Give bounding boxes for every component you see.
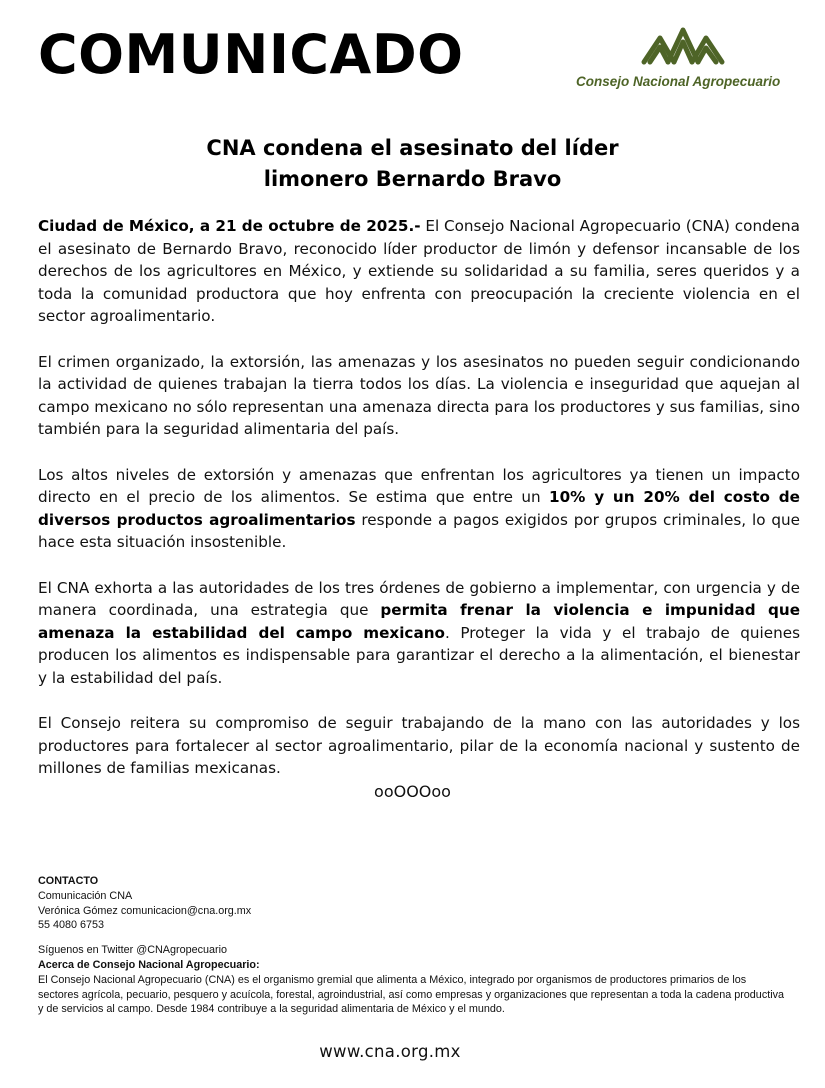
page-title: COMUNICADO bbox=[38, 23, 464, 86]
about-text: El Consejo Nacional Agropecuario (CNA) es el organismo gremial que alimenta a México, integrado por organismos de productores primarios de los sectores agrícola, pecuario, pesquero y acuícola, forestal, agroindustrial, así como empresas y organizaciones que representan a toda la cadena productiva y de servicios al campo. Desde 1984 contribuye a la seguridad alimentaria de México y el mundo. bbox=[38, 973, 785, 1016]
headline bbox=[0, 133, 825, 195]
website-link[interactable]: www.cna.org.mx bbox=[319, 1042, 461, 1061]
logo-caption: Consejo Nacional Agropecuario bbox=[576, 74, 781, 89]
paragraph-5: El Consejo reitera su compromiso de seguir trabajando de la mano con las autoridades y los productores para fortalecer al sector agroalimentario, pilar de la economía nacional y sustento de millones de familias mexicanas. bbox=[38, 714, 800, 778]
paragraph-3 bbox=[38, 464, 800, 554]
paragraph-3-emphasis: 10% y un 20% del costo de diversos productos agroalimentarios bbox=[38, 488, 800, 529]
contact-block bbox=[38, 874, 788, 1017]
headline-line-2: limonero Bernardo Bravo bbox=[263, 167, 562, 191]
paragraph-4 bbox=[38, 577, 800, 690]
contact-person: Verónica Gómez comunicacion@cna.org.mx bbox=[38, 904, 252, 917]
cna-logo-icon bbox=[640, 18, 726, 68]
cna-logo bbox=[570, 18, 795, 93]
press-release-body bbox=[38, 215, 800, 802]
closing-mark: ooOOOoo bbox=[374, 782, 451, 801]
paragraph-1 bbox=[38, 215, 800, 328]
contact-org: Comunicación CNA bbox=[38, 889, 133, 902]
paragraph-3-text-a: Los altos niveles de extorsión y amenazas que enfrentan los agricultores ya tienen un impacto directo en el precio de los alimentos. Se estima que entre un bbox=[38, 465, 800, 507]
contact-phone: 55 4080 6753 bbox=[38, 919, 105, 932]
paragraph-2: El crimen organizado, la extorsión, las amenazas y los asesinatos no pueden seguir condicionando la actividad de quienes trabajan la tierra todos los días. La violencia e inseguridad que aquejan al campo mexicano no sólo representan una amenaza directa para los productores y sus familias, sino también para la seguridad alimentaria del país. bbox=[38, 352, 800, 439]
headline-line-1: CNA condena el asesinato del líder bbox=[206, 136, 619, 160]
paragraph-4-text-a: El CNA exhorta a las autoridades de los tres órdenes de gobierno a implementar, con urgencia y de manera coordinada, una estrategia que bbox=[38, 578, 800, 620]
about-label: Acerca de Consejo Nacional Agropecuario: bbox=[38, 958, 260, 971]
dateline: Ciudad de México, a 21 de octubre de 2025.- bbox=[38, 217, 421, 235]
paragraph-3-text-b: responde a pagos exigidos por grupos criminales, lo que hace esta situación insostenible. bbox=[38, 510, 800, 552]
twitter-handle: Síguenos en Twitter @CNAgropecuario bbox=[38, 944, 228, 957]
paragraph-4-emphasis: permita frenar la violencia e impunidad que amenaza la estabilidad del campo mexicano bbox=[38, 601, 801, 642]
paragraph-4-text-b: . Proteger la vida y el trabajo de quienes producen los alimentos es indispensable para garantizar el derecho a la alimentación, el bienestar y la estabilidad del país. bbox=[38, 623, 800, 687]
paragraph-1-text: El Consejo Nacional Agropecuario (CNA) condena el asesinato de Bernardo Bravo, reconocido líder productor de limón y defensor incansable de los derechos de los agricultores en México, y extiende su solidaridad a su familia, seres queridos y a toda la comunidad productora que hoy enfrenta con preocupación la creciente violencia en el sector agroalimentario. bbox=[38, 217, 800, 326]
contact-label: CONTACTO bbox=[38, 875, 99, 887]
